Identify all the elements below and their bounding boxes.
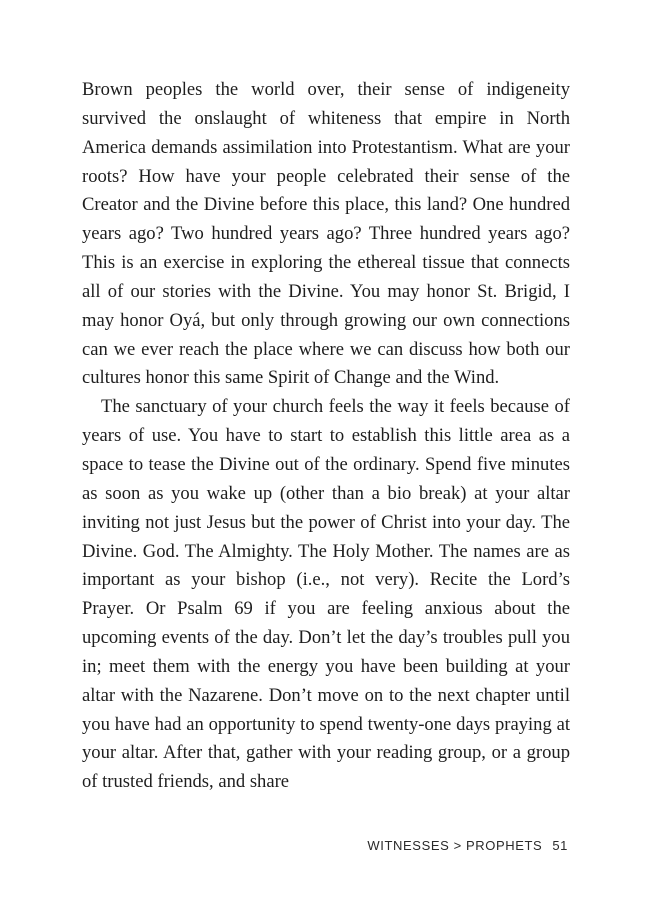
paragraph-continued: Brown peoples the world over, their sense of indigeneity survived the onslaught of whiteness that empire in North America demands assimilation into Protestantism. What are your roots? How have your people celebrated their sense of the Creator and the Divine before this place, this land? One hundred years ago? Two hundred years ago? Three hundred years ago? This is an exercise in exploring the ethereal tissue that connects all of our stories with the Divine. You may honor St. Brigid, I may honor Oyá, but only through growing our own connections can we ever reach the place where we can discuss how both our cultures honor this same Spirit of Change and the Wind. <box>82 79 570 389</box>
body-text <box>82 76 570 797</box>
running-head: WITNESSES > PROPHETS <box>367 838 543 853</box>
paragraph: The sanctuary of your church feels the way it feels because of years of use. You have to start to establish this little area as a space to tease the Divine out of the ordinary. Spend five minutes as soon as you wake up (other than a bio break) at your altar inviting not just Jesus but the power of Christ into your day. The Divine. God. The Almighty. The Holy Mother. The names are as important as your bishop (i.e., not very). Recite the Lord’s Prayer. Or Psalm 69 if you are feeling anxious about the upcoming events of the day. Don’t let the day’s troubles pull you in; meet them with the energy you have been building at your altar with the Nazarene. Don’t move on to the next chapter until you have had an opportunity to spend twenty-one days praying at your altar. After that, gather with your reading group, or a group of trusted friends, and share <box>82 396 570 793</box>
page-footer <box>367 838 568 853</box>
page-number: 51 <box>552 838 568 853</box>
